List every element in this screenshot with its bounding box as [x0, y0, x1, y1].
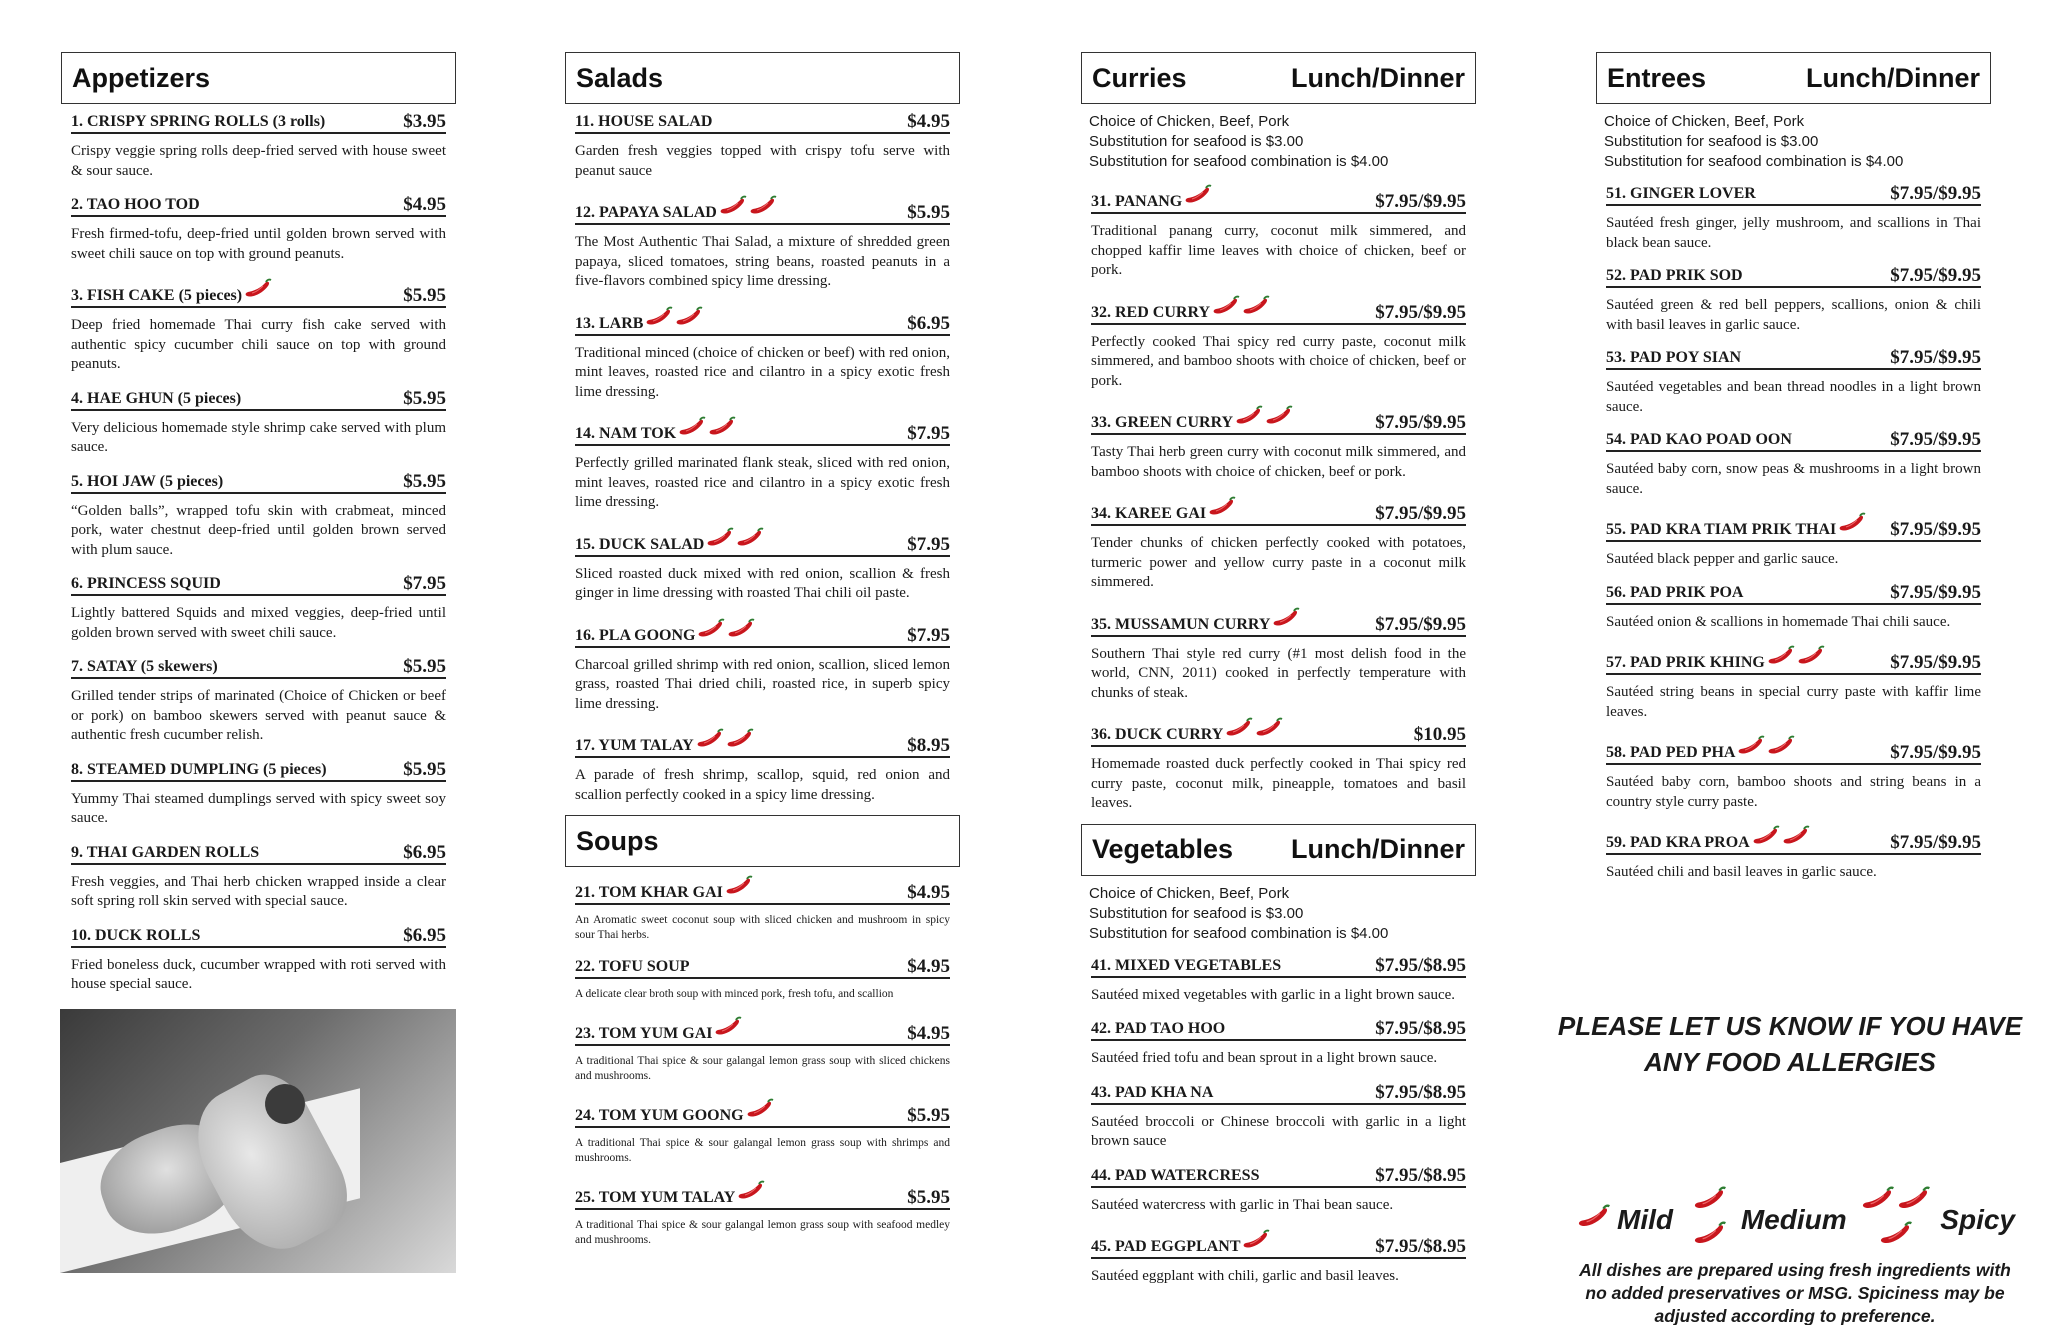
menu-item-description: Crispy veggie spring rolls deep-fried served with house sweet & sour sauce.: [71, 143, 446, 179]
menu-item-price: $7.95/$8.95: [1375, 1164, 1466, 1186]
menu-item-name: 2. TAO HOO TOD: [71, 196, 200, 213]
menu-item-name: 31. PANANG: [1091, 193, 1183, 210]
menu-item: [61, 472, 456, 561]
menu-item: [1081, 607, 1476, 704]
menu-item-name: 1. CRISPY SPRING ROLLS (3 rolls): [71, 113, 326, 130]
menu-item-description: Very delicious homemade style shrimp cake served with plum sauce.: [71, 419, 446, 455]
menu-item: [1596, 512, 1991, 570]
menu-item-name: 54. PAD KAO POAD OON: [1606, 431, 1792, 448]
chili-icon: [1208, 496, 1238, 524]
menu-item-name: 15. DUCK SALAD: [575, 535, 705, 553]
menu-item-description: Sautéed mixed vegetables with garlic in a light brown sauce.: [1091, 986, 1456, 1003]
menu-item-description: Fresh firmed-tofu, deep-fried until golden brown served with sweet chili sauce on top with ground peanuts.: [71, 226, 446, 262]
menu-item-price: $5.95: [403, 656, 446, 677]
menu-item-price: $7.95/$9.95: [1890, 742, 1981, 763]
chili-icon: [706, 527, 766, 555]
chili-icon: [1242, 1229, 1272, 1257]
vegetables-choice-line: Substitution for seafood combination is $4.00: [1089, 924, 1389, 942]
menu-item-price: $4.95: [907, 882, 950, 903]
menu-item-name: 55. PAD KRA TIAM PRIK THAI: [1606, 521, 1837, 538]
menu-item-header: [71, 843, 446, 865]
menu-item-price: $7.95/$8.95: [1375, 1236, 1466, 1257]
menu-item-price: $7.95: [907, 423, 950, 444]
menu-item: [1596, 735, 1991, 812]
chili-icon: [714, 1016, 744, 1044]
menu-item-header: [1091, 1083, 1466, 1105]
menu-item: [1596, 645, 1991, 722]
menu-item-header: [1091, 956, 1466, 978]
menu-item-description: Deep fried homemade Thai curry fish cake served with authentic spicy cucumber chili sauce on top with ground peanuts.: [71, 317, 446, 372]
menu-item-description: Southern Thai style red curry (#1 most delish food in the world, CNN, 2011) cooked in perfectly temperature with chunks of steak.: [1091, 645, 1466, 701]
menu-item-header: [1606, 184, 1981, 206]
menu-item-header: [71, 657, 446, 679]
menu-item-price: $6.95: [907, 312, 950, 334]
menu-item-name: 52. PAD PRIK SOD: [1606, 267, 1743, 284]
menu-item-description: Fried boneless duck, cucumber wrapped with roti served with house special sauce.: [71, 956, 446, 992]
menu-item-header: [1091, 607, 1466, 637]
legend-row: [1575, 1185, 2015, 1255]
menu-item-description: Homemade roasted duck perfectly cooked in Thai spicy red curry paste, coconut milk, pineapple, tomatoes and basil leaves.: [1091, 756, 1466, 811]
menu-item: [1596, 583, 1991, 633]
menu-item-name: 25. TOM YUM TALAY: [575, 1189, 736, 1206]
menu-item-header: [575, 618, 950, 648]
vegetables-title: Vegetables: [1092, 834, 1234, 864]
menu-item-header: [71, 574, 446, 596]
menu-item-header: [1606, 266, 1981, 288]
menu-item-header: [575, 195, 950, 225]
menu-item-name: 3. FISH CAKE (5 pieces): [71, 287, 243, 304]
menu-item-name: 14. NAM TOK: [575, 425, 677, 442]
menu-item-description: Tasty Thai herb green curry with coconut milk simmered, and bamboo shoots with choice of chicken, beef or pork.: [1091, 444, 1466, 480]
menu-item-price: $7.95/$9.95: [1375, 412, 1466, 433]
menu-item-description: Sautéed watercress with garlic in Thai bean sauce.: [1091, 1196, 1394, 1213]
menu-item: [565, 306, 960, 403]
menu-item: [1081, 1229, 1476, 1287]
menu-item-description: Traditional panang curry, coconut milk simmered, and chopped kaffir lime leaves with choice of chicken, beef or pork.: [1091, 223, 1466, 278]
chili-icon: [1235, 405, 1295, 433]
menu-item: [1081, 405, 1476, 482]
menu-item-description: Sautéed vegetables and bean thread noodles in a light brown sauce.: [1606, 379, 1981, 415]
chili-icon: [719, 195, 779, 223]
entrees-title: Entrees: [1607, 62, 1707, 93]
spice-legend: [1575, 1185, 2015, 1325]
entrees-choice: [1596, 112, 1991, 172]
menu-item-header: [1091, 1229, 1466, 1259]
menu-item: [1596, 825, 1991, 883]
menu-item: [61, 278, 456, 375]
menu-item-description: A traditional Thai spice & sour galangal lemon grass soup with shrimps and mushrooms.: [575, 1137, 950, 1164]
menu-item-name: 44. PAD WATERCRESS: [1091, 1166, 1260, 1184]
menu-item-description: Perfectly grilled marinated flank steak, sliced with red onion, mint leaves, roasted rice and cilantro in a spicy exotic fresh lime dressing.: [575, 455, 950, 510]
chili-icon: [645, 306, 705, 334]
menu-item-name: 23. TOM YUM GAI: [575, 1025, 713, 1042]
menu-item-name: 24. TOM YUM GOONG: [575, 1107, 744, 1124]
menu-item-price: $7.95/$9.95: [1890, 581, 1981, 603]
menu-item-price: $7.95/$9.95: [1375, 613, 1466, 635]
menu-item-name: 41. MIXED VEGETABLES: [1091, 956, 1282, 974]
menu-item-price: $5.95: [403, 285, 446, 306]
menu-item: [565, 728, 960, 805]
curries-choice: [1081, 112, 1476, 172]
menu-item-price: $7.95/$8.95: [1375, 954, 1466, 976]
menu-item-name: 43. PAD KHA NA: [1091, 1083, 1214, 1101]
menu-item-header: [1091, 496, 1466, 526]
menu-item-name: 7. SATAY (5 skewers): [71, 658, 218, 675]
menu-item: [61, 195, 456, 264]
menu-item-header: [1091, 717, 1466, 747]
menu-item-header: [575, 112, 950, 134]
menu-item-description: Perfectly cooked Thai spicy red curry paste, coconut milk simmered, and bamboo shoots with choice of chicken, beef or pork.: [1091, 333, 1466, 389]
chili-icon: [697, 618, 757, 646]
menu-item: [565, 1098, 960, 1166]
appetizers-list: [61, 112, 456, 995]
menu-item-header: [1606, 512, 1981, 542]
menu-item-price: $5.95: [403, 758, 446, 780]
menu-item: [1081, 1083, 1476, 1152]
menu-item: [61, 760, 456, 829]
menu-item-header: [575, 1180, 950, 1210]
menu-item: [61, 926, 456, 995]
menu-item: [565, 416, 960, 513]
chili-icon: [737, 1180, 767, 1208]
vegetables-list: [1081, 956, 1476, 1287]
chili-icon: [244, 278, 274, 306]
menu-item-name: 59. PAD KRA PROA: [1606, 834, 1750, 851]
menu-item-name: 45. PAD EGGPLANT: [1091, 1238, 1241, 1255]
menu-item-name: 51. GINGER LOVER: [1606, 185, 1756, 202]
menu-item-header: [71, 760, 446, 782]
vegetables-tag: Lunch/Dinner: [1291, 834, 1465, 864]
menu-item-header: [575, 875, 950, 905]
chili-icon: [1225, 717, 1285, 745]
menu-item-description: “Golden balls”, wrapped tofu skin with crabmeat, minced pork, water chestnut deep-fried until golden brown served with plum sauce.: [71, 502, 446, 558]
menu-item-description: Traditional minced (choice of chicken or beef) with red onion, mint leaves, roasted rice and cilantro in a spicy exotic fresh lime dressing.: [575, 344, 950, 400]
menu-item-price: $10.95: [1413, 724, 1466, 745]
menu-item-header: [575, 957, 950, 979]
menu-item-header: [575, 1016, 950, 1046]
vegetables-choice-line: Choice of Chicken, Beef, Pork: [1089, 884, 1290, 902]
vegetables-choice: [1081, 884, 1476, 944]
legend-note: All dishes are prepared using fresh ingredients with no added preservatives or MSG. Spiciness may be adjusted according to preference.: [1579, 1260, 2011, 1325]
menu-item-price: $7.95/$9.95: [1890, 429, 1981, 450]
chili-icon: [1859, 1185, 1937, 1255]
menu-item-price: $7.95: [403, 573, 446, 594]
curries-choice-line: Choice of Chicken, Beef, Pork: [1089, 113, 1290, 130]
menu-item-header: [575, 306, 950, 336]
spring-roll-photo: [60, 1009, 456, 1273]
menu-item-header: [1606, 645, 1981, 675]
menu-item-description: Yummy Thai steamed dumplings served with spicy sweet soy sauce.: [71, 790, 446, 826]
menu-item-description: Sautéed chili and basil leaves in garlic sauce.: [1606, 864, 1877, 880]
menu-item-name: 5. HOI JAW (5 pieces): [71, 472, 224, 490]
menu-item-name: 22. TOFU SOUP: [575, 958, 690, 975]
menu-item-header: [1091, 184, 1466, 214]
menu-item: [61, 657, 456, 746]
menu-item-name: 57. PAD PRIK KHING: [1606, 654, 1765, 671]
menu-item-header: [575, 416, 950, 446]
menu-item-name: 34. KAREE GAI: [1091, 505, 1207, 522]
menu-item: [565, 618, 960, 715]
vegetables-header: [1081, 824, 1476, 876]
legend-mild: Mild: [1617, 1204, 1673, 1235]
salads-header: [565, 52, 960, 104]
menu-item-price: $6.95: [403, 924, 446, 946]
chili-icon: [1272, 607, 1302, 635]
menu-item-price: $4.95: [907, 1023, 950, 1044]
menu-item-description: The Most Authentic Thai Salad, a mixture of shredded green papaya, sliced tomatoes, string beans, roasted peanuts in a five-flavors combined spicy lime dressing.: [575, 234, 950, 289]
menu-item: [1081, 496, 1476, 593]
chili-icon: [1577, 1203, 1613, 1238]
menu-item-header: [71, 112, 446, 134]
menu-item-price: $7.95/$9.95: [1890, 183, 1981, 204]
chili-icon: [1685, 1185, 1737, 1255]
curries-choice-line: Substitution for seafood combination is $4.00: [1089, 153, 1389, 170]
menu-item-price: $5.95: [907, 202, 950, 223]
curries-header: [1081, 52, 1476, 104]
menu-item-price: $7.95/$8.95: [1375, 1018, 1466, 1039]
curries-choice-line: Substitution for seafood is $3.00: [1089, 133, 1304, 150]
chili-icon: [678, 416, 738, 444]
menu-item-name: 35. MUSSAMUN CURRY: [1091, 615, 1271, 633]
menu-item-description: Sautéed broccoli or Chinese broccoli with garlic in a light brown sauce: [1091, 1113, 1466, 1149]
menu-item: [1596, 348, 1991, 417]
menu-item-price: $7.95/$9.95: [1890, 347, 1981, 368]
chili-icon: [746, 1098, 776, 1126]
chili-icon: [696, 728, 756, 756]
menu-item-header: [71, 926, 446, 948]
menu-item-price: $7.95/$9.95: [1890, 832, 1981, 853]
entrees-tag: Lunch/Dinner: [1806, 62, 1980, 93]
chili-icon: [1184, 184, 1214, 212]
menu-item-name: 56. PAD PRIK POA: [1606, 583, 1744, 601]
menu-item: [1081, 956, 1476, 1006]
menu-item-name: 12. PAPAYA SALAD: [575, 204, 717, 221]
entrees-column: [1596, 52, 1991, 896]
chili-icon: [1737, 735, 1797, 763]
menu-item: [61, 389, 456, 458]
menu-item-header: [1606, 735, 1981, 765]
menu-item-header: [1091, 1166, 1466, 1188]
menu-item-description: Sautéed fresh ginger, jelly mushroom, and scallions in Thai black bean sauce.: [1606, 215, 1981, 251]
menu-item-name: 11. HOUSE SALAD: [575, 113, 713, 130]
entrees-header: [1596, 52, 1991, 104]
curries-list: [1081, 184, 1476, 814]
allergy-line: PLEASE LET US KNOW IF YOU HAVE: [1557, 1011, 2023, 1041]
menu-item: [565, 1180, 960, 1248]
menu-item: [1081, 717, 1476, 814]
menu-item-name: 6. PRINCESS SQUID: [71, 575, 221, 592]
menu-item-name: 32. RED CURRY: [1091, 303, 1210, 321]
menu-item-description: A traditional Thai spice & sour galangal lemon grass soup with seafood medley and mushrooms.: [575, 1219, 950, 1246]
menu-item-name: 53. PAD POY SIAN: [1606, 349, 1742, 366]
menu-item-price: $4.95: [403, 194, 446, 215]
salads-list: [565, 112, 960, 805]
menu-item-name: 33. GREEN CURRY: [1091, 414, 1234, 431]
appetizers-header: [61, 52, 456, 104]
menu-item: [1081, 184, 1476, 281]
menu-item-name: 10. DUCK ROLLS: [71, 926, 201, 944]
menu-item-header: [1606, 348, 1981, 370]
menu-item-name: 8. STEAMED DUMPLING (5 pieces): [71, 760, 327, 778]
menu-item-name: 58. PAD PED PHA: [1606, 744, 1736, 761]
menu-item-description: Charcoal grilled shrimp with red onion, scallion, sliced lemon grass, roasted Thai dried chili, roasted rice, in superb spicy lime dressing.: [575, 656, 950, 712]
menu-item-price: $7.95/$9.95: [1375, 191, 1466, 212]
curries-tag: Lunch/Dinner: [1291, 62, 1465, 93]
menu-item-name: 4. HAE GHUN (5 pieces): [71, 389, 242, 407]
vegetables-choice-line: Substitution for seafood is $3.00: [1089, 904, 1304, 922]
menu-item: [565, 1016, 960, 1084]
menu-item-description: Sautéed baby corn, snow peas & mushrooms in a light brown sauce.: [1606, 461, 1981, 497]
legend-medium: Medium: [1740, 1204, 1847, 1235]
menu-item: [565, 112, 960, 181]
menu-item-price: $3.95: [403, 111, 446, 132]
menu-item-description: Lightly battered Squids and mixed veggies, deep-fried until golden brown served with sweet chili sauce.: [71, 605, 446, 641]
soups-list: [565, 875, 960, 1248]
menu-item-header: [1091, 295, 1466, 325]
menu-item-description: Sliced roasted duck mixed with red onion, scallion & fresh ginger in lime dressing with roasted Thai chili oil paste.: [575, 565, 950, 601]
menu-item: [565, 957, 960, 1002]
menu-item-description: Sautéed string beans in special curry paste with kaffir lime leaves.: [1606, 684, 1981, 720]
menu-item-header: [575, 728, 950, 758]
menu-item-name: 42. PAD TAO HOO: [1091, 1020, 1226, 1037]
menu-item-description: Grilled tender strips of marinated (Choice of Chicken or beef or pork) on bamboo skewers served with peanut sauce & authentic fresh cucumber relish.: [71, 688, 446, 743]
menu-item-price: $7.95: [907, 533, 950, 555]
menu-item-header: [1606, 825, 1981, 855]
chili-icon: [1212, 295, 1272, 323]
menu-item-header: [71, 389, 446, 411]
menu-item-description: Sautéed eggplant with chili, garlic and basil leaves.: [1091, 1268, 1399, 1284]
menu-item-price: $6.95: [403, 841, 446, 863]
menu-item-header: [575, 1098, 950, 1128]
menu-item-price: $7.95: [907, 624, 950, 646]
soups-title: Soups: [576, 825, 659, 856]
menu-item-price: $4.95: [907, 111, 950, 132]
menu-item-header: [71, 472, 446, 494]
menu-item-description: A parade of fresh shrimp, scallop, squid, red onion and scallion perfectly cooked in a spicy lime dressing.: [575, 767, 950, 803]
menu-item-description: Sautéed onion & scallions in homemade Thai chili sauce.: [1606, 613, 1951, 630]
menu-item-name: 36. DUCK CURRY: [1091, 726, 1224, 743]
appetizers-column: [61, 52, 456, 1273]
menu-item: [565, 527, 960, 604]
menu-item-price: $4.95: [907, 956, 950, 977]
menu-item-name: 13. LARB: [575, 314, 644, 332]
entrees-choice-line: Substitution for seafood combination is $4.00: [1604, 153, 1904, 170]
menu-item-description: A traditional Thai spice & sour galangal lemon grass soup with sliced chickens and mushrooms.: [575, 1055, 950, 1082]
menu-item: [1596, 430, 1991, 499]
chili-icon: [1767, 645, 1827, 673]
menu-item: [1081, 295, 1476, 392]
allergy-line: ANY FOOD ALLERGIES: [1644, 1047, 1936, 1077]
menu-item-header: [1606, 583, 1981, 605]
menu-item-description: Tender chunks of chicken perfectly cooked with potatoes, turmeric power and yellow curry paste in a coconut milk simmered.: [1091, 535, 1466, 590]
appetizers-title: Appetizers: [72, 62, 211, 93]
allergy-notice: [1550, 1008, 2030, 1080]
chili-icon: [1838, 512, 1868, 540]
curries-title: Curries: [1092, 62, 1187, 93]
entrees-choice-line: Choice of Chicken, Beef, Pork: [1604, 113, 1805, 130]
curries-vegetables-column: [1081, 52, 1476, 1301]
menu-item-header: [575, 527, 950, 557]
legend-spicy: Spicy: [1940, 1204, 2015, 1235]
menu-item-price: $7.95/$9.95: [1890, 265, 1981, 286]
menu-item-price: $7.95/$9.95: [1890, 519, 1981, 540]
menu-item-price: $7.95/$9.95: [1375, 503, 1466, 524]
menu-item-price: $7.95/$9.95: [1375, 301, 1466, 323]
menu-item-header: [1606, 430, 1981, 452]
menu-item-price: $5.95: [403, 387, 446, 409]
menu-item-description: Garden fresh veggies topped with crispy tofu serve with peanut sauce: [575, 143, 950, 179]
menu-item-name: 9. THAI GARDEN ROLLS: [71, 843, 260, 861]
menu-item-price: $8.95: [907, 735, 950, 756]
menu-item: [565, 875, 960, 943]
salads-soups-column: [565, 52, 960, 1262]
menu-item: [1596, 184, 1991, 253]
entrees-choice-line: Substitution for seafood is $3.00: [1604, 133, 1819, 150]
menu-item-description: Fresh veggies, and Thai herb chicken wrapped inside a clear soft spring roll skin served with special sauce.: [71, 873, 446, 909]
menu-item-price: $7.95/$8.95: [1375, 1081, 1466, 1103]
menu-item-price: $7.95/$9.95: [1890, 652, 1981, 673]
menu-item-description: Sautéed green & red bell peppers, scallions, onion & chili with basil leaves in garlic sauce.: [1606, 297, 1981, 333]
menu-item: [1081, 1019, 1476, 1069]
menu-item-description: Sautéed black pepper and garlic sauce.: [1606, 551, 1839, 567]
salads-title: Salads: [576, 62, 664, 93]
chili-icon: [725, 875, 755, 903]
menu-item: [1596, 266, 1991, 335]
menu-item-description: A delicate clear broth soup with minced pork, fresh tofu, and scallion: [575, 988, 894, 1000]
menu-item-price: $5.95: [403, 470, 446, 492]
menu-item: [565, 195, 960, 292]
menu-item-description: Sautéed fried tofu and bean sprout in a light brown sauce.: [1091, 1050, 1438, 1066]
menu-item-header: [71, 278, 446, 308]
menu-item-price: $5.95: [907, 1105, 950, 1126]
entrees-list: [1596, 184, 1991, 883]
soups-header: [565, 815, 960, 867]
menu-item-header: [71, 195, 446, 217]
menu-item: [61, 112, 456, 181]
menu-item: [61, 843, 456, 912]
menu-item-header: [1091, 1019, 1466, 1041]
menu-item-description: An Aromatic sweet coconut soup with sliced chicken and mushroom in spicy sour Thai herbs.: [575, 914, 950, 941]
menu-item-name: 21. TOM KHAR GAI: [575, 884, 723, 901]
menu-item-name: 16. PLA GOONG: [575, 626, 696, 644]
chili-icon: [1752, 825, 1812, 853]
menu-item-price: $5.95: [907, 1187, 950, 1208]
menu-item-description: Sautéed baby corn, bamboo shoots and string beans in a country style curry paste.: [1606, 774, 1981, 810]
menu-item: [61, 574, 456, 643]
menu-item-header: [1091, 405, 1466, 435]
menu-item-name: 17. YUM TALAY: [575, 737, 694, 754]
menu-item: [1081, 1166, 1476, 1216]
